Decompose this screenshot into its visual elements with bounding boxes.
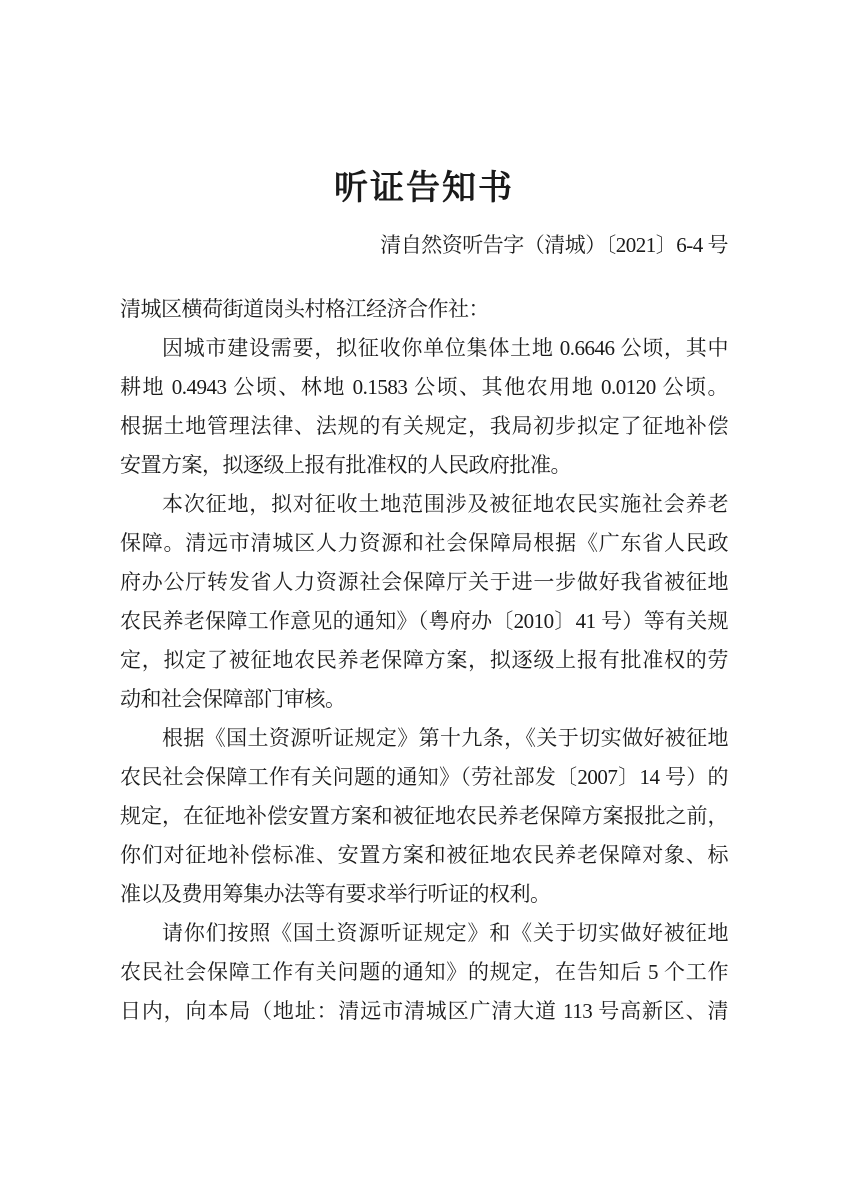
paragraph-3	[120, 719, 728, 914]
body-line: 耕地 0.4943 公顷、林地 0.1583 公顷、其他农用地 0.0120 公顷。	[120, 375, 728, 399]
body-line: 日内，向本局（地址：清远市清城区广清大道 113 号高新区、清	[120, 999, 728, 1023]
body-line: 农民养老保障工作意见的通知》（粤府办〔2010〕41 号）等有关规	[120, 609, 728, 633]
body-line: 规定，在征地补偿安置方案和被征地农民养老保障方案报批之前，	[120, 804, 728, 828]
body-line: 你们对征地补偿标准、安置方案和被征地农民养老保障对象、标	[120, 843, 728, 867]
paragraph-4	[120, 914, 728, 1031]
body-line: 农民社会保障工作有关问题的通知》的规定，在告知后 5 个工作	[120, 960, 728, 984]
body-line: 根据《国土资源听证规定》第十九条，《关于切实做好被征地	[162, 726, 728, 750]
paragraph-2	[120, 485, 728, 719]
body-line: 因城市建设需要，拟征收你单位集体土地 0.6646 公顷，其中	[162, 336, 728, 360]
body-line: 请你们按照《国土资源听证规定》和《关于切实做好被征地	[162, 921, 728, 945]
body-line: 定，拟定了被征地农民养老保障方案，拟逐级上报有批准权的劳	[120, 648, 728, 672]
body-line: 安置方案，拟逐级上报有批准权的人民政府批准。	[120, 453, 571, 477]
paragraph-1	[120, 329, 728, 485]
addressee-line: 清城区横荷街道岗头村格江经济合作社：	[120, 297, 489, 321]
document-body	[120, 290, 728, 1031]
body-line: 本次征地，拟对征收土地范围涉及被征地农民实施社会养老	[162, 492, 728, 516]
body-line: 根据土地管理法律、法规的有关规定，我局初步拟定了征地补偿	[120, 414, 728, 438]
body-line: 保障。清远市清城区人力资源和社会保障局根据《广东省人民政	[120, 531, 728, 555]
document-title: 听证告知书	[334, 170, 514, 207]
body-line: 农民社会保障工作有关问题的通知》（劳社部发〔2007〕14 号）的	[120, 765, 728, 789]
document-number: 清自然资听告字（清城）〔2021〕6-4 号	[380, 233, 728, 257]
body-line: 准以及费用筹集办法等有要求举行听证的权利。	[120, 882, 551, 906]
body-line: 府办公厅转发省人力资源社会保障厅关于进一步做好我省被征地	[120, 570, 728, 594]
body-line: 动和社会保障部门审核。	[120, 687, 346, 711]
